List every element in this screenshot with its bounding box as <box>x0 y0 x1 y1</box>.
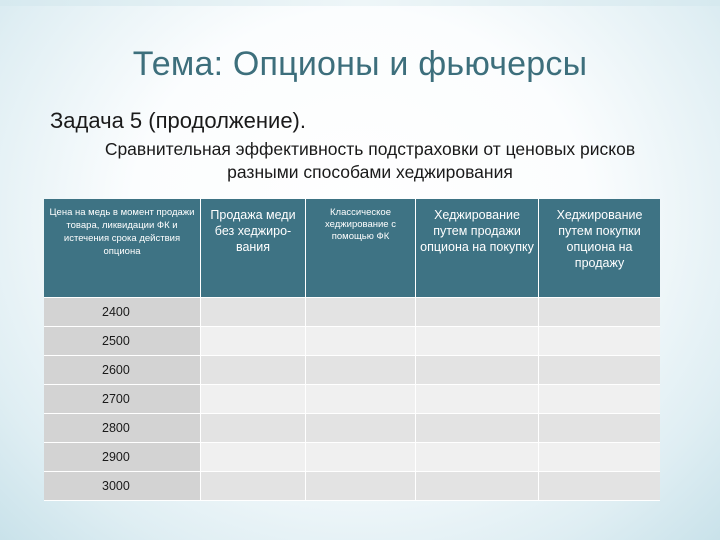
header-futures-hedge-text: Классическое хеджирование с помощью ФК <box>325 207 396 242</box>
table-cell <box>416 298 538 326</box>
header-copper-price <box>44 199 200 297</box>
task-heading: Задача 5 (продолжение). <box>50 108 306 133</box>
table-cell <box>201 385 305 413</box>
header-sell-call-text: Хеджирование путем продажи опциона на покупку <box>420 208 534 254</box>
table-cell <box>306 327 415 355</box>
row-label: 2700 <box>44 385 200 413</box>
table-cell <box>306 385 415 413</box>
header-copper-price-text: Цена на медь в момент продажи товара, ликвидации ФК и истечения срока действия опциона <box>49 207 195 257</box>
hedging-table <box>44 199 660 501</box>
table-cell <box>539 327 660 355</box>
row-label: 2600 <box>44 356 200 384</box>
row-label: 2900 <box>44 443 200 471</box>
header-sell-call <box>416 199 538 297</box>
table-cell <box>306 298 415 326</box>
header-futures-hedge <box>306 199 415 297</box>
subtitle-line-1: Сравнительная эффективность подстраховки от ценовых рисков <box>104 139 636 159</box>
table-cell <box>201 298 305 326</box>
table-cell <box>201 356 305 384</box>
table-cell <box>539 356 660 384</box>
subtitle-line-2: разными способами хеджирования <box>227 162 513 182</box>
table-cell <box>201 327 305 355</box>
slide-title: Тема: Опционы и фьючерсы <box>132 45 588 83</box>
table-cell <box>416 327 538 355</box>
subtitle <box>40 138 700 184</box>
row-label: 2400 <box>44 298 200 326</box>
table-cell <box>416 356 538 384</box>
row-label: 3000 <box>44 472 200 500</box>
header-buy-put-text: Хеджирование путем покупки опциона на продажу <box>556 208 643 270</box>
table-cell <box>539 472 660 500</box>
table-cell <box>306 472 415 500</box>
top-band <box>0 0 720 6</box>
table-cell <box>201 414 305 442</box>
table-cell <box>539 414 660 442</box>
table-cell <box>539 298 660 326</box>
header-no-hedge-text: Продажа меди без хеджиро-вания <box>210 208 296 254</box>
table-cell <box>539 385 660 413</box>
table-cell <box>306 443 415 471</box>
row-label: 2500 <box>44 327 200 355</box>
table-cell <box>306 356 415 384</box>
row-label: 2800 <box>44 414 200 442</box>
table-cell <box>539 443 660 471</box>
header-no-hedge <box>201 199 305 297</box>
table-cell <box>416 385 538 413</box>
table-cell <box>201 472 305 500</box>
header-buy-put <box>539 199 660 297</box>
table-cell <box>201 443 305 471</box>
table-cell <box>416 414 538 442</box>
table-cell <box>416 443 538 471</box>
table-cell <box>416 472 538 500</box>
table-cell <box>306 414 415 442</box>
